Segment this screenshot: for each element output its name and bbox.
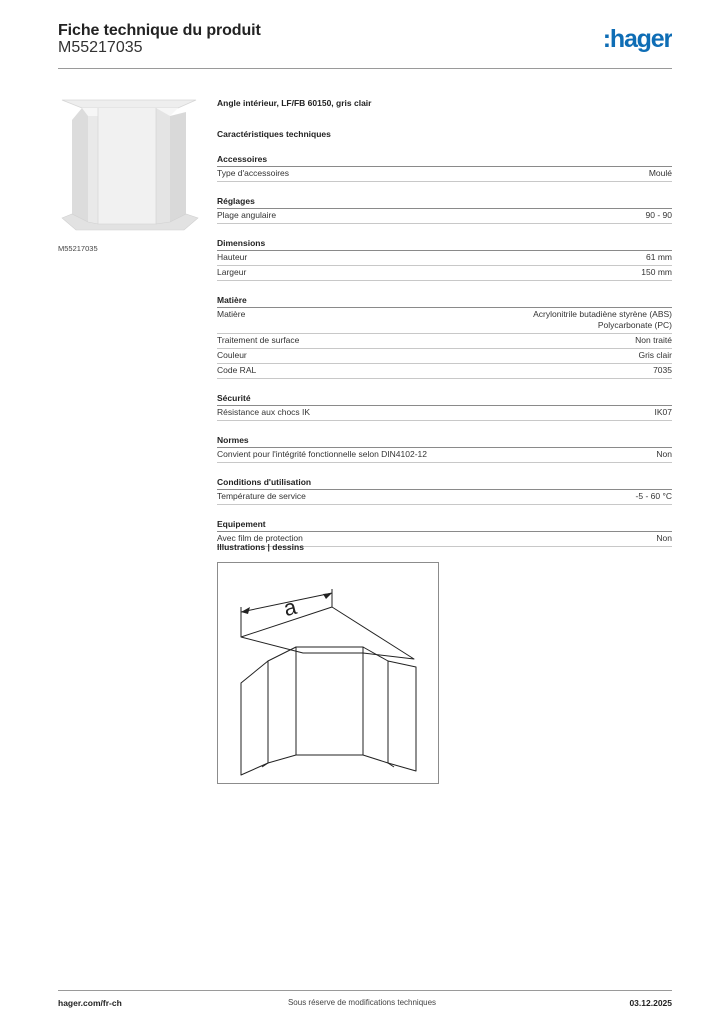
spec-value: Moulé [648,168,672,178]
website-link[interactable]: hager.com/fr-ch [58,998,122,1008]
page-header [58,20,672,70]
spec-label: Plage angulaire [217,210,277,220]
spec-row [217,349,672,364]
footer-disclaimer: Sous réserve de modifications techniques [287,998,437,1007]
spec-value: Non traité [635,335,672,345]
spec-row [217,406,672,421]
corner-drawing [218,563,438,783]
spec-label: Température de service [217,491,306,501]
spec-label: Largeur [217,267,247,277]
spec-group-title: Accessoires [217,153,672,167]
spec-row [217,334,672,349]
specs-heading: Caractéristiques techniques [217,129,331,139]
spec-group-conditions [217,476,672,505]
hager-logo[interactable] [590,26,672,54]
spec-group-reglages [217,195,672,224]
spec-row [217,266,672,281]
illustrations-heading: Illustrations | dessins [217,542,304,552]
spec-group-title: Normes [217,434,672,448]
spec-group-title: Dimensions [217,237,672,251]
product-photo [58,94,202,236]
spec-value: Acrylonitrile butadiène styrène (ABS) Polycarbonate (PC) [533,309,672,330]
spec-label: Hauteur [217,252,248,262]
spec-value: Non [656,449,672,459]
footer-divider [58,990,672,991]
spec-value: -5 - 60 °C [635,491,672,501]
spec-label: Convient pour l'intégrité fonctionnelle selon DIN4102-12 [217,449,428,459]
document-title: Fiche technique du produit [58,22,261,39]
spec-group-title: Réglages [217,195,672,209]
spec-label: Résistance aux chocs IK [217,407,311,417]
spec-row [217,364,672,379]
spec-value: 90 - 90 [645,210,672,220]
technical-drawing [217,562,439,784]
spec-row [217,490,672,505]
spec-group-accessoires [217,153,672,182]
spec-row [217,209,672,224]
spec-value: IK07 [654,407,672,417]
product-name: Angle intérieur, LF/FB 60150, gris clair [217,98,372,108]
spec-label: Code RAL [217,365,257,375]
spec-value: Gris clair [638,350,672,360]
spec-value: 61 mm [646,252,672,262]
header-divider [58,68,672,69]
photo-reference: M55217035 [58,244,98,253]
spec-value: 7035 [653,365,672,375]
spec-row [217,167,672,182]
spec-label: Type d'accessoires [217,168,290,178]
spec-row [217,448,672,463]
spec-group-dimensions [217,237,672,281]
spec-group-title: Matière [217,294,672,308]
spec-label: Avec film de protection [217,533,303,543]
spec-group-securite [217,392,672,421]
spec-group-matiere [217,294,672,379]
product-reference: M55217035 [58,39,143,56]
spec-value: Non [656,533,672,543]
spec-content [217,96,672,547]
spec-group-title: Equipement [217,518,672,532]
spec-label: Traitement de surface [217,335,300,345]
spec-group-title: Conditions d'utilisation [217,476,672,490]
spec-label: Couleur [217,350,247,360]
hager-logo-text: :hager [602,26,672,53]
spec-group-normes [217,434,672,463]
spec-label: Matière [217,309,246,319]
spec-row [217,308,672,334]
footer-date: 03.12.2025 [629,998,672,1008]
spec-row [217,251,672,266]
spec-group-title: Sécurité [217,392,672,406]
dimension-label: a [281,593,299,622]
spec-value: 150 mm [641,267,672,277]
